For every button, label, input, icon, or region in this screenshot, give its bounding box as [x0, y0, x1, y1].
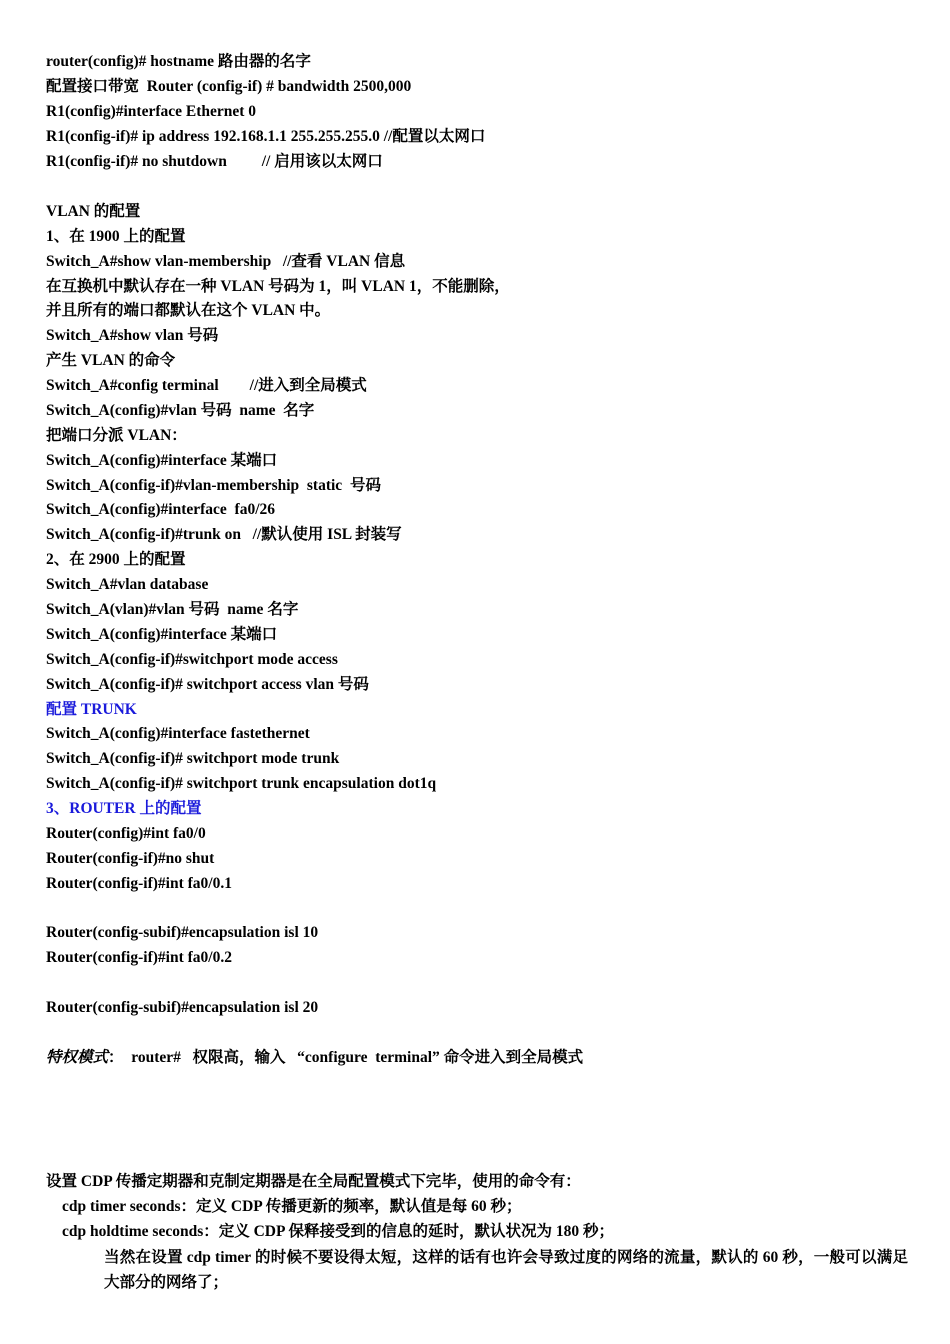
- text-line: Switch_A(config-if)#vlan-membership static 号码: [46, 477, 381, 494]
- text-line: Switch_A(vlan)#vlan 号码 name 名字: [46, 601, 299, 618]
- text-line: Switch_A(config)#interface 某端口: [46, 626, 278, 643]
- section-heading: VLAN 的配置: [46, 203, 141, 220]
- text-line: 把端口分派 VLAN：: [46, 427, 187, 444]
- text-line: 产生 VLAN 的命令: [46, 352, 176, 369]
- text-line: 配置接口带宽 Router (config-if) # bandwidth 2500,000: [46, 78, 412, 95]
- privileged-mode-line: [46, 1048, 583, 1068]
- text-line: Router(config-if)#int fa0/0.2: [46, 949, 232, 966]
- subsection-heading: 2、在 2900 上的配置: [46, 551, 186, 568]
- text-line: Switch_A(config)#interface fastethernet: [46, 725, 310, 742]
- text-line: Router(config-if)#int fa0/0.1: [46, 875, 232, 892]
- cdp-holdtime-line: cdp holdtime seconds：定义 CDP 保释接受到的信息的延时，默认状况为 180 秒；: [62, 1223, 614, 1240]
- text-line: Switch_A#show vlan-membership //查看 VLAN 信息: [46, 253, 406, 270]
- text-line: 并且所有的端口都默认在这个 VLAN 中。: [46, 302, 331, 319]
- text-line: Router(config-subif)#encapsulation isl 20: [46, 999, 319, 1016]
- text-line: 在互换机中默认存在一种 VLAN 号码为 1，叫 VLAN 1，不能删除，: [46, 278, 510, 295]
- cdp-timer-line: cdp timer seconds：定义 CDP 传播更新的频率，默认值是每 60 秒；: [62, 1198, 522, 1215]
- text-line: Switch_A#vlan database: [46, 576, 209, 593]
- text-line: router(config)# hostname 路由器的名字: [46, 53, 311, 70]
- text-line: R1(config-if)# no shutdown // 启用该以太网口: [46, 153, 383, 170]
- text-line: Router(config-if)#no shut: [46, 850, 215, 867]
- text-line: Switch_A(config)#interface fa0/26: [46, 501, 276, 518]
- subsection-heading: 1、在 1900 上的配置: [46, 228, 186, 245]
- text-line: R1(config)#interface Ethernet 0: [46, 103, 257, 120]
- subsection-heading-trunk: 配置 TRUNK: [46, 701, 137, 718]
- text-line: Switch_A(config-if)#trunk on //默认使用 ISL 封装写: [46, 526, 402, 543]
- text-line: Switch_A(config)#interface 某端口: [46, 452, 278, 469]
- text-line: Router(config)#int fa0/0: [46, 825, 206, 842]
- subsection-heading-router: 3、ROUTER 上的配置: [46, 800, 202, 817]
- text-line: Switch_A(config-if)# switchport access vlan 号码: [46, 676, 369, 693]
- privileged-mode-text: ： router# 权限高，输入 “configure terminal” 命令进入到全局模式: [108, 1049, 584, 1066]
- cdp-intro: 设置 CDP 传播定期器和克制定期器是在全局配置模式下完毕，使用的命令有：: [46, 1173, 581, 1190]
- text-line: Switch_A(config-if)# switchport mode trunk: [46, 750, 340, 767]
- text-line: Switch_A(config-if)# switchport trunk encapsulation dot1q: [46, 775, 437, 792]
- text-line: Switch_A#config terminal //进入到全局模式: [46, 377, 367, 394]
- text-line: Switch_A(config)#vlan 号码 name 名字: [46, 402, 315, 419]
- text-line: Switch_A#show vlan 号码: [46, 327, 219, 344]
- text-line: Router(config-subif)#encapsulation isl 10: [46, 924, 319, 941]
- text-line: R1(config-if)# ip address 192.168.1.1 255.255.255.0 //配置以太网口: [46, 128, 486, 145]
- cdp-note-paragraph: 当然在设置 cdp timer 的时候不要设得太短，这样的话有也许会导致过度的网络的流量，默认的 60 秒，一般可以满足大部分的网络了；: [104, 1249, 908, 1291]
- text-line: Switch_A(config-if)#switchport mode access: [46, 651, 338, 668]
- privileged-mode-label: 特权模式: [46, 1049, 109, 1066]
